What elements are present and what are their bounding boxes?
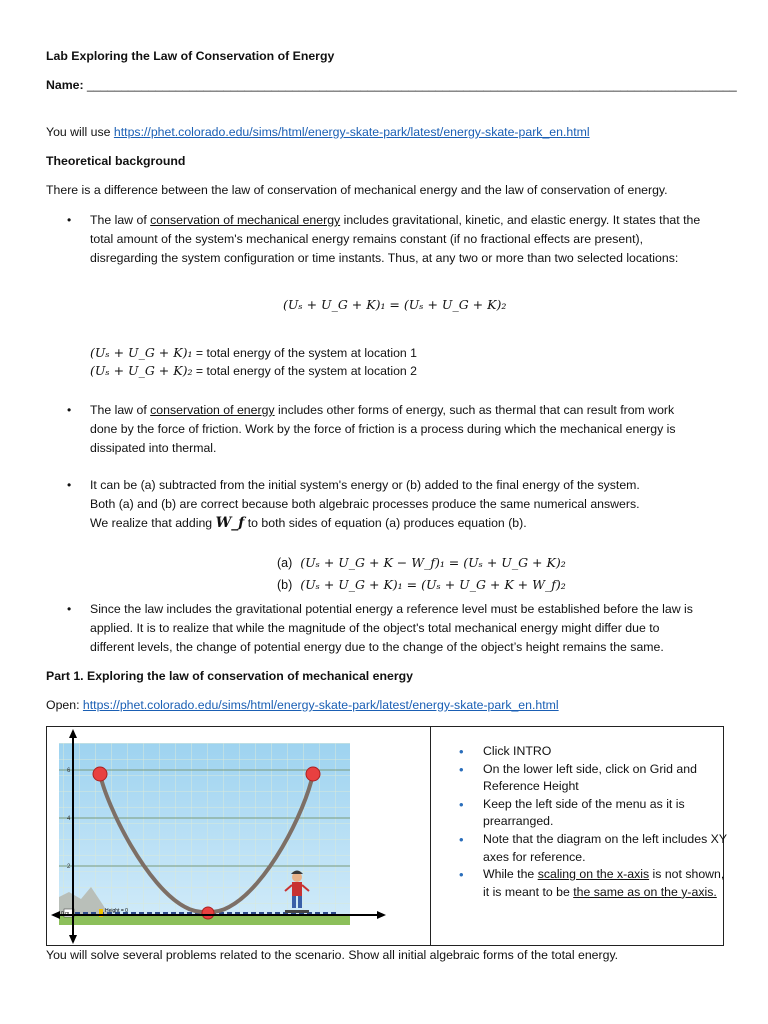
bullet1-pre: The law of — [90, 213, 151, 227]
activity-table — [46, 726, 727, 946]
name-field-row — [46, 77, 737, 93]
bullet2-post: includes other forms of energy, such as thermal that can result from work — [274, 403, 675, 417]
track-control-point-right[interactable] — [306, 767, 320, 781]
bullet4-line3: different levels, the change of potential energy due to the change of the object’s height remains the same. — [90, 640, 664, 654]
x-axis-arrow-right — [377, 911, 386, 919]
def1-math: (Uₛ + U_G + K)₁ — [90, 345, 193, 360]
def2-text: = total energy of the system at location 2 — [192, 364, 418, 378]
definition-location-2 — [90, 363, 417, 379]
bullet-dot: • — [67, 403, 72, 417]
page-title: Lab Exploring the Law of Conservation of Energy — [46, 49, 335, 63]
equation-a — [277, 555, 566, 570]
bullet3-line3-post: to both sides of equation (a) produces equation (b). — [244, 516, 527, 530]
instruction-item-scaling — [437, 866, 727, 901]
bullet2-term: conservation of energy — [150, 403, 275, 417]
equation-main: (Uₛ + U_G + K)₁ = (Uₛ + U_G + K)₂ — [283, 297, 507, 312]
bullet1-line3: disregarding the system configuration or time instants. Thus, at any two or more than two selected locations: — [90, 251, 679, 265]
equation-b-label: (b) — [277, 578, 293, 592]
track-control-point-left[interactable] — [93, 767, 107, 781]
intro-prefix: You will use — [46, 125, 114, 139]
bullet3-line2: Both (a) and (b) are correct because both algebraic processes produce the same numerical answers. — [90, 497, 640, 511]
bullet2-line3: dissipated into thermal. — [90, 441, 217, 455]
def2-math: (Uₛ + U_G + K)₂ — [90, 363, 193, 378]
open-link[interactable]: https://phet.colorado.edu/sims/html/energy-skate-park/latest/energy-skate-park_en.html — [82, 698, 559, 712]
bullet-mechanical-energy — [90, 211, 730, 268]
paragraph-intro: There is a difference between the law of conservation of mechanical energy and the law of conservation of energy. — [46, 183, 668, 197]
instruction-item: • On the lower left side, click on Grid and Reference Height — [437, 761, 727, 796]
y-tick-2: 2 — [67, 864, 71, 870]
bullet3-line3-pre: We realize that adding — [90, 516, 216, 530]
name-line[interactable]: _______________________________________________________________________________________________ — [87, 78, 737, 92]
instruction-item: • Note that the diagram on the left includes XY axes for reference. — [437, 831, 727, 866]
equation-b-body: (Uₛ + U_G + K)₁ = (Uₛ + U_G + K + W_f)₂ — [300, 577, 566, 592]
open-line — [46, 697, 559, 713]
y-axis-arrow-down — [69, 935, 77, 944]
instr5-mid: is not shown, it is meant to be — [483, 867, 725, 899]
bullet-conservation-energy — [90, 401, 730, 458]
track-control-point-bottom[interactable] — [202, 907, 214, 919]
name-label: Name: — [46, 78, 84, 92]
bullet4-line1: Since the law includes the gravitational potential energy a reference level must be established before the law is — [90, 602, 693, 616]
work-friction-symbol: W_f — [215, 515, 245, 531]
instruction-item: • Keep the left side of the menu as it is prearranged. — [437, 796, 727, 831]
section-heading-part1: Part 1. Exploring the law of conservation of mechanical energy — [46, 669, 413, 683]
bullet1-line2: total amount of the system's mechanical energy remains constant (if no fractional effects are present), — [90, 232, 644, 246]
y-axis-arrow-up — [69, 729, 77, 738]
table-column-divider — [430, 727, 431, 945]
equation-a-label: (a) — [277, 556, 293, 570]
bullet1-post: includes gravitational, kinetic, and elastic energy. It states that the — [340, 213, 701, 227]
intro-link[interactable]: https://phet.colorado.edu/sims/html/energy-skate-park/latest/energy-skate-park_en.html — [113, 125, 590, 139]
zero-meter-label: 0 m — [61, 911, 70, 917]
instr5-underline1: scaling on the x-axis — [537, 867, 650, 882]
equation-a-body: (Uₛ + U_G + K − W_f)₁ = (Uₛ + U_G + K)₂ — [300, 555, 566, 570]
intro-line — [46, 124, 590, 140]
open-prefix: Open: — [46, 698, 83, 712]
bullet-dot: • — [67, 213, 72, 227]
x-axis-arrow-left — [51, 911, 60, 919]
bullet3-line1: It can be (a) subtracted from the initial system's energy or (b) added to the final energy of the system. — [90, 478, 640, 492]
bullet-friction-work — [90, 476, 730, 533]
instr5-pre: While the — [483, 867, 538, 882]
definition-location-1 — [90, 345, 417, 361]
height-label: Height = 0 — [105, 908, 128, 914]
bullet1-term: conservation of mechanical energy — [150, 213, 341, 227]
instr5-underline2: the same as on the y-axis. — [573, 884, 717, 899]
section-heading-theory: Theoretical background — [46, 154, 186, 168]
bullet-reference-level — [90, 600, 730, 657]
bullet-dot: • — [67, 602, 72, 616]
def1-text: = total energy of the system at location 1 — [192, 346, 418, 360]
instruction-item: • Click INTRO — [437, 743, 727, 761]
energy-skate-park-diagram — [47, 727, 430, 945]
y-tick-6: 6 — [67, 768, 71, 774]
bullet2-line2: done by the force of friction. Work by the force of friction is a process during which the mechanical energy is — [90, 422, 676, 436]
equation-b — [277, 577, 566, 592]
bullet-dot: • — [67, 478, 72, 492]
bullet4-line2: applied. It is to realize that while the magnitude of the object's total mechanical energy might differ due to — [90, 621, 660, 635]
instructions-list — [437, 743, 727, 901]
bullet2-pre: The law of — [90, 403, 151, 417]
footer-instructions: You will solve several problems related to the scenario. Show all initial algebraic forms of the total energy. — [46, 948, 619, 962]
y-tick-4: 4 — [67, 816, 71, 822]
